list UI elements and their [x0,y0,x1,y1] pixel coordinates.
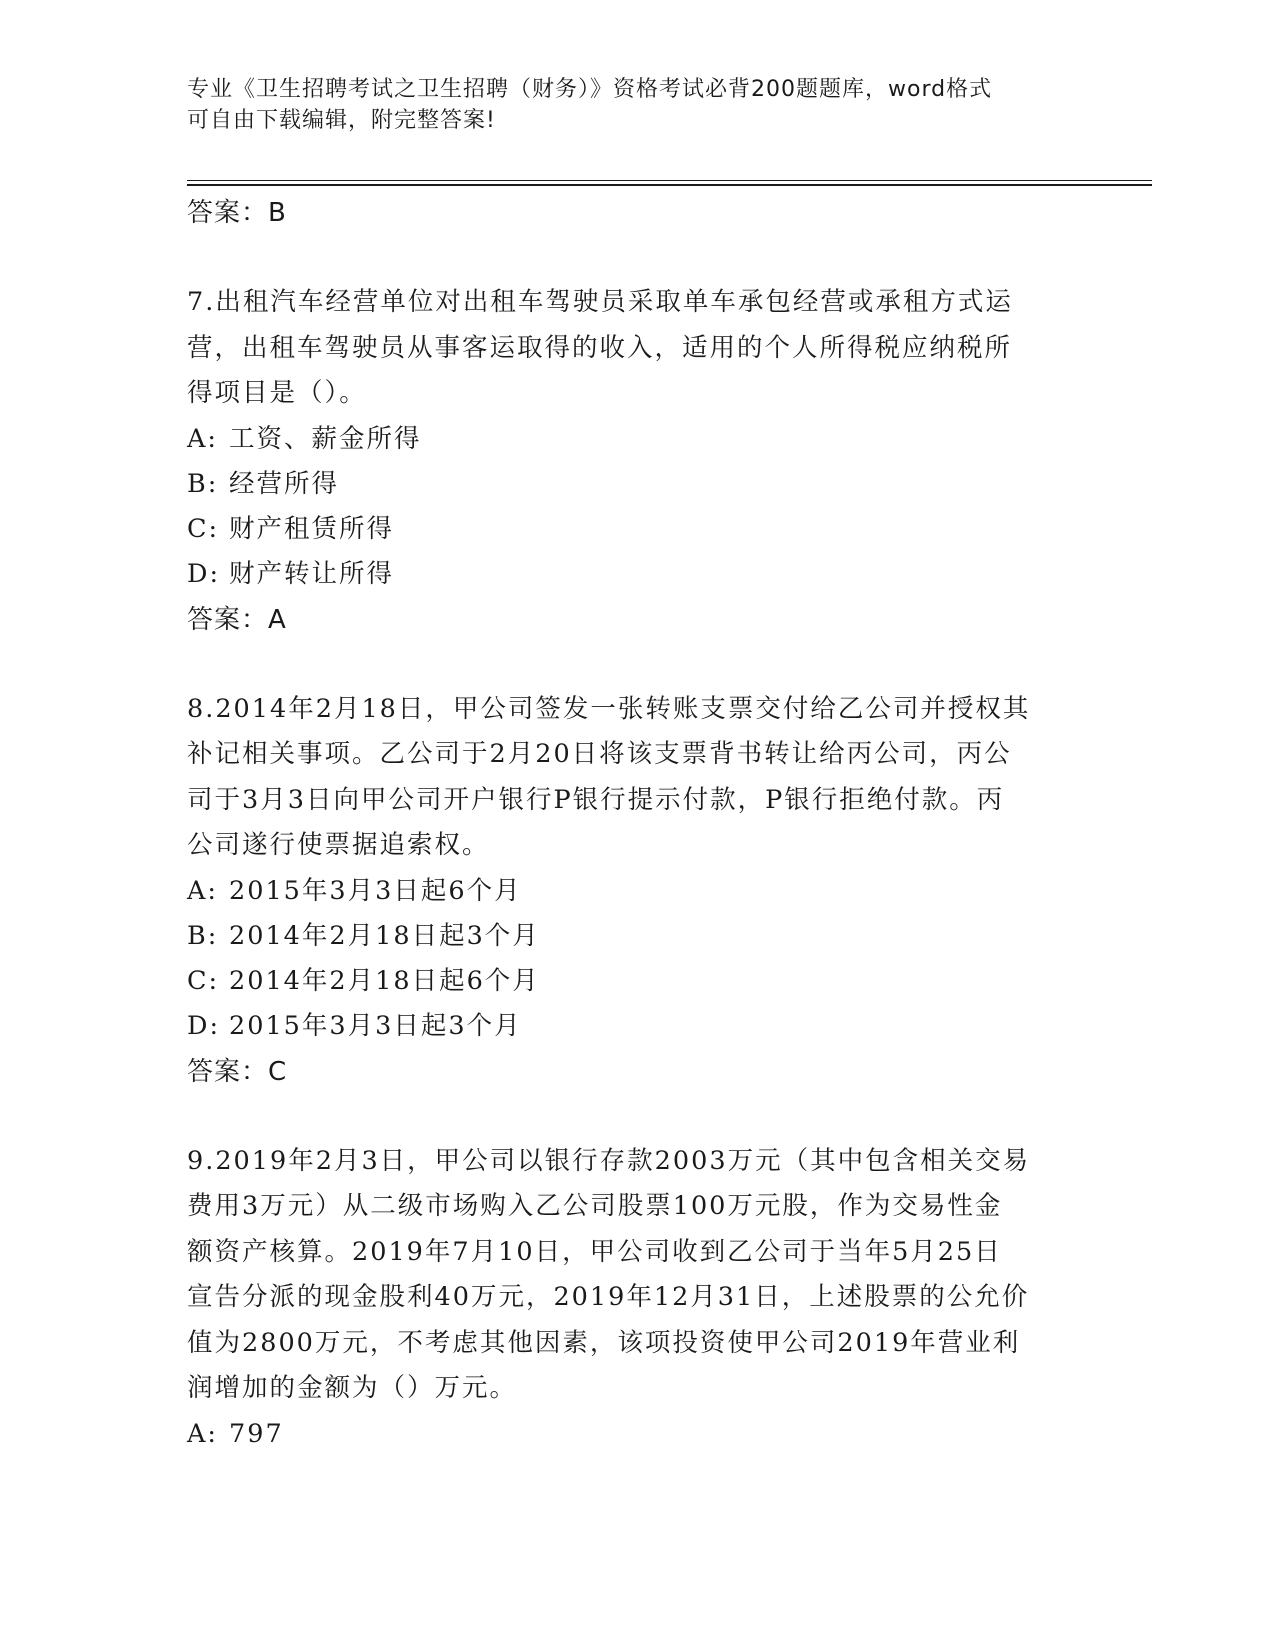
option-text: 797 [229,1418,284,1449]
page-header [187,74,1067,136]
spacer [187,236,1087,280]
option-letter: B: [187,468,219,499]
option-letter: A: [187,875,219,906]
question-8-option-d [187,1004,1087,1049]
question-7-option-c [187,507,1087,552]
question-9-option-a [187,1412,1087,1457]
option-letter: D: [187,558,221,589]
question-7-option-b [187,462,1087,507]
option-text: 2015年3月3日起3个月 [229,1010,522,1041]
option-text: 财产租赁所得 [229,513,395,544]
option-text: 2015年3月3日起6个月 [229,875,522,906]
option-text: 工资、薪金所得 [229,423,422,454]
question-8 [187,687,1087,1095]
question-8-answer: 答案：C [187,1056,288,1087]
question-8-text: 8.2014年2月18日，甲公司签发一张转账支票交付给乙公司并授权其 补记相关事项。乙公司于2月20日将该支票背书转让给丙公司，丙公 司于3月3日向甲公司开户银行P银行提示付款，P银行拒绝付款。丙 公司遂行使票据追索权。 [187,693,1031,860]
document-body [187,190,1087,1457]
question-7 [187,280,1087,643]
question-7-option-a [187,417,1087,462]
spacer [187,643,1087,687]
option-letter: C: [187,965,220,996]
question-8-option-b [187,914,1087,959]
question-7-option-d [187,552,1087,597]
header-line-1: 专业《卫生招聘考试之卫生招聘（财务）》资格考试必背200题题库，word格式 [187,77,993,102]
option-letter: B: [187,920,219,951]
option-text: 财产转让所得 [229,558,395,589]
option-letter: D: [187,1010,221,1041]
answer-previous: 答案：B [187,198,287,228]
header-divider-thick [187,184,1152,186]
option-letter: A: [187,423,219,454]
option-letter: A: [187,1418,219,1449]
option-letter: C: [187,513,220,544]
question-8-option-a [187,869,1087,914]
question-7-answer: 答案：A [187,604,287,635]
option-text: 经营所得 [229,468,340,499]
header-divider-thin [187,180,1152,181]
question-7-text: 7.出租汽车经营单位对出租车驾驶员采取单车承包经营或承租方式运 营，出租车驾驶员从事客运取得的收入，适用的个人所得税应纳税所 得项目是（）。 [187,287,1013,408]
question-9 [187,1139,1087,1457]
spacer [187,1095,1087,1139]
option-text: 2014年2月18日起6个月 [229,965,540,996]
header-line-2: 可自由下载编辑，附完整答案! [187,108,496,133]
option-text: 2014年2月18日起3个月 [229,920,540,951]
question-9-text: 9.2019年2月3日，甲公司以银行存款2003万元（其中包含相关交易 费用3万元）从二级市场购入乙公司股票100万元股，作为交易性金 额资产核算。2019年7月10日，甲公司收到乙公司于当年5月25日 宣告分派的现金股利40万元，2019年12月31日，上述股票的公允价 值为2800万元，不考虑其他因素，该项投资使甲公司2019年营业利 润增加的金额为（）万元。 [187,1145,1031,1403]
question-8-option-c [187,959,1087,1004]
